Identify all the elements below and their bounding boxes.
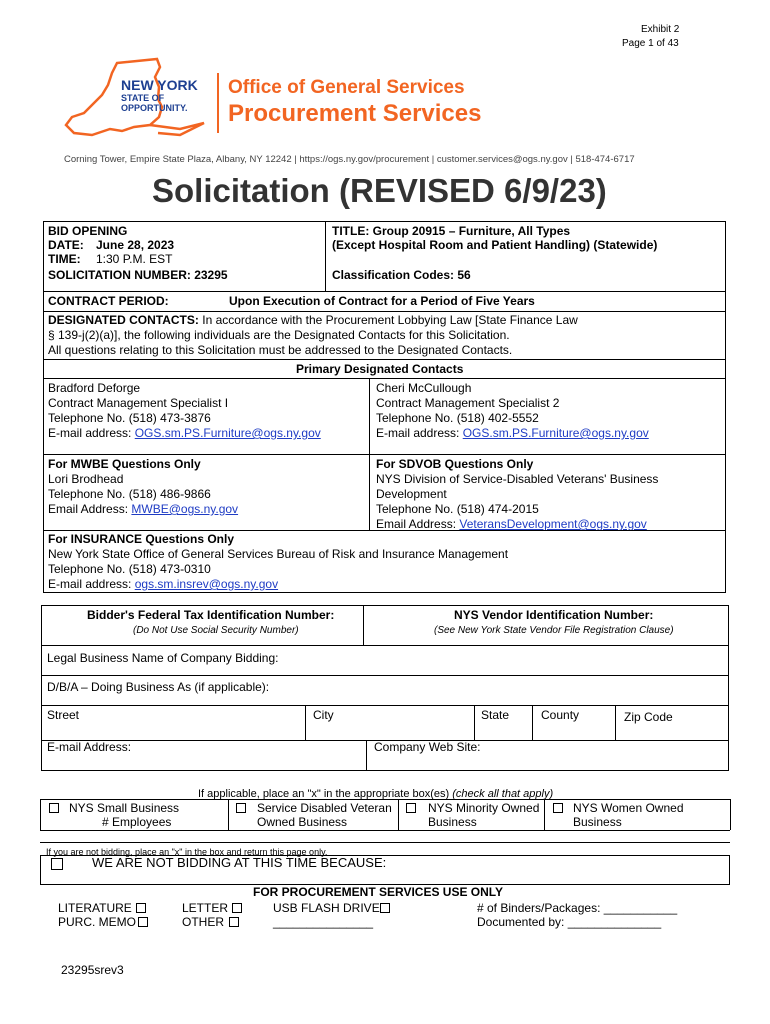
minority-label-line2: Business: [428, 815, 477, 829]
city-field[interactable]: City: [313, 708, 334, 722]
sdv-label-line2: Owned Business: [257, 815, 348, 829]
logo-ny-line1: NEW YORK: [121, 77, 198, 93]
date-label: DATE:: [48, 238, 84, 252]
usb-blank[interactable]: _______________: [273, 915, 374, 929]
designated-text3: All questions relating to this Solicitation must be addressed to the Designated Contacts.: [48, 343, 513, 357]
contact2-name: Cheri McCullough: [376, 381, 472, 395]
contact1-email-label: E-mail address:: [48, 426, 132, 440]
literature-label: LITERATURE: [58, 901, 132, 915]
sdv-label-line1: Service Disabled Veteran: [257, 801, 392, 815]
other-checkbox[interactable]: [229, 917, 239, 927]
letter-label: LETTER: [182, 901, 229, 915]
mwbe-email-row: [48, 502, 238, 516]
mwbe-header: For MWBE Questions Only: [48, 457, 201, 471]
literature-checkbox[interactable]: [136, 903, 146, 913]
small-business-label: NYS Small Business: [69, 801, 180, 815]
vendor-id-note: (See New York State Vendor File Registration Clause): [434, 625, 674, 636]
logo-ny-line3: OPPORTUNITY.: [121, 103, 188, 113]
mwbe-email-label: Email Address:: [48, 502, 129, 516]
contact1-phone: Telephone No. (518) 473-3876: [48, 411, 211, 425]
bid-opening: BID OPENING: [48, 224, 128, 238]
insurance-email-label: E-mail address:: [48, 577, 132, 591]
street-field[interactable]: Street: [47, 708, 80, 722]
legal-name-field[interactable]: Legal Business Name of Company Bidding:: [47, 651, 279, 665]
logo-divider: [217, 73, 219, 133]
contact1-email-row: [48, 426, 321, 440]
usb-checkbox[interactable]: [380, 903, 390, 913]
not-bidding-note: If you are not bidding, place an "x" in the box and return this page only.: [46, 847, 328, 857]
time-value: 1:30 P.M. EST: [96, 252, 173, 266]
purc-memo-checkbox[interactable]: [138, 917, 148, 927]
contact2-email-link[interactable]: OGS.sm.PS.Furniture@ogs.ny.gov: [462, 426, 649, 440]
logo: [62, 55, 492, 150]
sdv-checkbox[interactable]: [236, 803, 246, 813]
solicitation-number: SOLICITATION NUMBER: 23295: [48, 268, 228, 282]
title-line1: TITLE: Group 20915 – Furniture, All Types: [332, 224, 571, 238]
designated-text2: § 139-j(2)(a)], the following individuals are the Designated Contacts for this Solicitation.: [48, 328, 510, 342]
insurance-email-link[interactable]: ogs.sm.insrev@ogs.ny.gov: [134, 577, 279, 591]
insurance-email-row: [48, 577, 278, 591]
letter-checkbox[interactable]: [232, 903, 242, 913]
sdvob-email-label: Email Address:: [376, 517, 457, 531]
small-business-checkbox[interactable]: [49, 803, 59, 813]
sdvob-phone: Telephone No. (518) 474-2015: [376, 502, 539, 516]
minority-checkbox[interactable]: [406, 803, 416, 813]
applicable-note-text: If applicable, place an "x" in the appropriate box(es): [198, 788, 450, 800]
zip-field[interactable]: Zip Code: [624, 710, 673, 724]
document-title: Solicitation (REVISED 6/9/23): [152, 172, 607, 209]
sdvob-line1: NYS Division of Service-Disabled Veterans' Business: [376, 472, 659, 486]
county-field[interactable]: County: [541, 708, 580, 722]
contact2-email-row: [376, 426, 649, 440]
address-line: Corning Tower, Empire State Plaza, Albany, NY 12242 | https://ogs.ny.gov/procurement | customer.services@ogs.ny.gov | 518-474-6717: [64, 154, 635, 165]
contact2-phone: Telephone No. (518) 402-5552: [376, 411, 539, 425]
website-field[interactable]: Company Web Site:: [374, 740, 481, 754]
mwbe-name: Lori Brodhead: [48, 472, 124, 486]
contact2-email-label: E-mail address:: [376, 426, 460, 440]
footer-code: 23295srev3: [61, 963, 124, 977]
sdvob-line2: Development: [376, 487, 447, 501]
minority-label-line1: NYS Minority Owned: [428, 801, 540, 815]
women-label-line1: NYS Women Owned: [573, 801, 684, 815]
page-number: Page 1 of 43: [622, 38, 679, 49]
sdvob-email-row: [376, 517, 647, 531]
dba-field[interactable]: D/B/A – Doing Business As (if applicable):: [47, 680, 270, 694]
contract-period-value: Upon Execution of Contract for a Period of Five Years: [229, 294, 535, 308]
purc-memo-label: PURC. MEMO: [58, 915, 136, 929]
state-field[interactable]: State: [481, 708, 510, 722]
mwbe-email-link[interactable]: MWBE@ogs.ny.gov: [131, 502, 239, 516]
email-field[interactable]: E-mail Address:: [47, 740, 132, 754]
insurance-phone: Telephone No. (518) 473-0310: [48, 562, 211, 576]
sdvob-header: For SDVOB Questions Only: [376, 457, 534, 471]
exhibit-label: Exhibit 2: [641, 24, 680, 35]
other-label: OTHER: [182, 915, 224, 929]
insurance-header: For INSURANCE Questions Only: [48, 532, 235, 546]
contact1-name: Bradford Deforge: [48, 381, 141, 395]
insurance-line1: New York State Office of General Services Bureau of Risk and Insurance Management: [48, 547, 509, 561]
date-value: June 28, 2023: [96, 238, 175, 252]
contact1-title: Contract Management Specialist I: [48, 396, 229, 410]
primary-contacts-header: Primary Designated Contacts: [296, 362, 464, 376]
check-all-note: (check all that apply): [452, 788, 554, 800]
women-label-line2: Business: [573, 815, 622, 829]
office-use-header: FOR PROCUREMENT SERVICES USE ONLY: [253, 885, 504, 899]
usb-label: USB FLASH DRIVE: [273, 901, 380, 915]
contact2-title: Contract Management Specialist 2: [376, 396, 560, 410]
employees-label: # Employees: [102, 815, 172, 829]
contract-period-label: CONTRACT PERIOD:: [48, 294, 169, 308]
designated-label: DESIGNATED CONTACTS:: [48, 313, 199, 327]
designated-text1: In accordance with the Procurement Lobbying Law [State Finance Law: [202, 313, 578, 327]
binders-field[interactable]: # of Binders/Packages: ___________: [477, 901, 678, 915]
time-label: TIME:: [48, 252, 81, 266]
women-checkbox[interactable]: [553, 803, 563, 813]
mwbe-phone: Telephone No. (518) 486-9866: [48, 487, 211, 501]
documented-field[interactable]: Documented by: ______________: [477, 915, 662, 929]
tax-id-label[interactable]: Bidder's Federal Tax Identification Number:: [87, 608, 335, 622]
not-bidding-checkbox[interactable]: [51, 858, 63, 870]
logo-ny-line2: STATE OF: [121, 93, 165, 103]
logo-org-line2: Procurement Services: [228, 100, 482, 127]
vendor-id-label[interactable]: NYS Vendor Identification Number:: [454, 608, 654, 622]
logo-org-line1: Office of General Services: [228, 77, 465, 98]
sdvob-email-link[interactable]: VeteransDevelopment@ogs.ny.gov: [459, 517, 647, 531]
not-bidding-statement: WE ARE NOT BIDDING AT THIS TIME BECAUSE:: [92, 855, 387, 870]
designated-contacts: [48, 313, 578, 327]
title-line2: (Except Hospital Room and Patient Handling) (Statewide): [332, 238, 658, 252]
classification-codes: Classification Codes: 56: [332, 268, 471, 282]
tax-id-note: (Do Not Use Social Security Number): [133, 625, 299, 636]
contact1-email-link[interactable]: OGS.sm.PS.Furniture@ogs.ny.gov: [134, 426, 321, 440]
